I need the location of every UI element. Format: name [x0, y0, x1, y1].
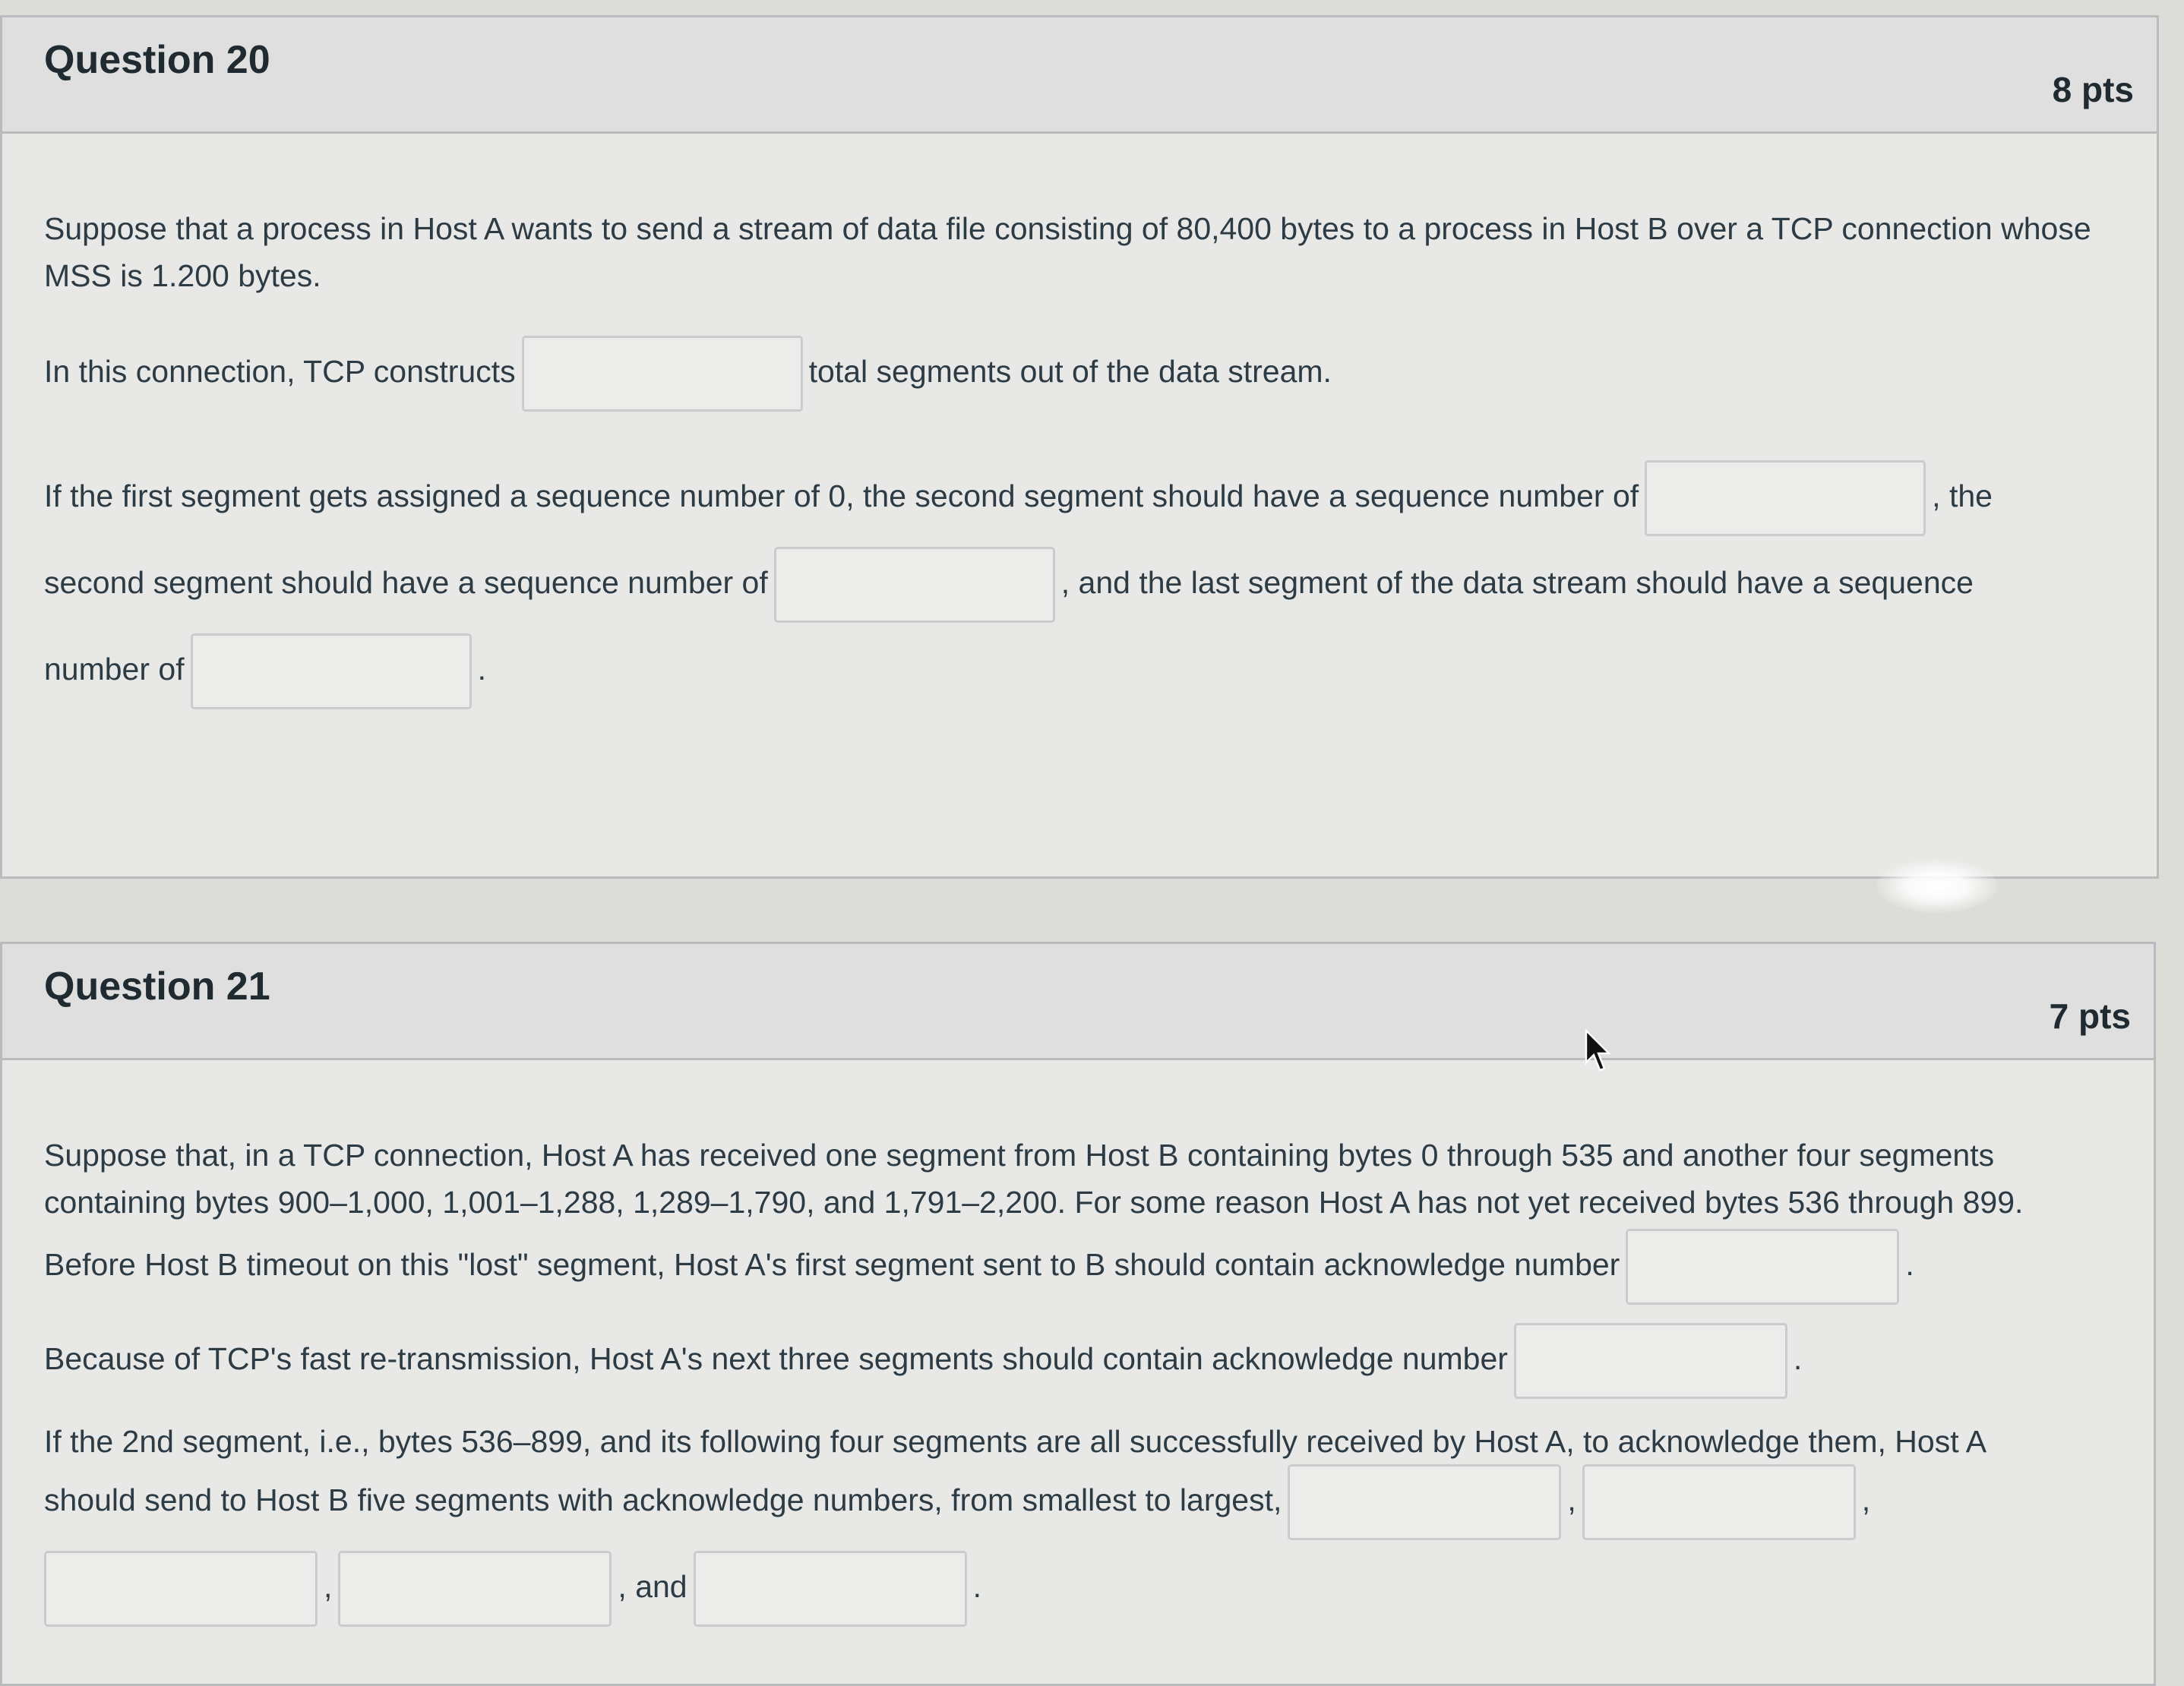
- separator-and: , and: [618, 1568, 687, 1604]
- question-21-line-1: [44, 1229, 2123, 1305]
- question-20-body: [2, 205, 2157, 709]
- mouse-cursor-icon: [1585, 1029, 1615, 1075]
- question-21-header: [2, 944, 2154, 1060]
- q21-ack-input-2[interactable]: [1582, 1464, 1856, 1540]
- q21-ack-input-4[interactable]: [338, 1551, 612, 1627]
- separator-comma: ,: [1567, 1482, 1576, 1517]
- question-21-line-3a: If the 2nd segment, i.e., bytes 536–899, and its following four segments are all successfully received by Host A, to acknowledge them, Host A: [44, 1424, 1987, 1459]
- question-20-points: 8 pts: [2052, 70, 2134, 109]
- question-20-line-3-text: second segment should have a sequence number of: [44, 564, 768, 600]
- q20-seq-number-input-1[interactable]: [1645, 460, 1926, 536]
- question-20-header: [2, 17, 2157, 134]
- question-20-line-2-suffix: , the: [1932, 478, 1993, 513]
- question-20-line-4: [44, 633, 2126, 709]
- q20-total-segments-input[interactable]: [522, 336, 803, 412]
- q21-ack-input-5[interactable]: [694, 1551, 967, 1627]
- question-21-card: [0, 942, 2156, 1686]
- question-21-body: [2, 1132, 2154, 1627]
- question-21-line-1-text: Before Host B timeout on this "lost" segment, Host A's first segment sent to B should contain acknowledge number: [44, 1246, 1620, 1282]
- q20-seq-number-input-2[interactable]: [774, 547, 1055, 623]
- question-21-line-2-suffix: .: [1793, 1340, 1803, 1376]
- question-20-line-2-text: If the first segment gets assigned a sequence number of 0, the second segment should have a sequence number of: [44, 478, 1639, 513]
- question-20-line-1-text: In this connection, TCP constructs: [44, 353, 516, 389]
- question-21-line-3b-text: should send to Host B five segments with acknowledge numbers, from smallest to largest,: [44, 1482, 1282, 1517]
- question-20-line-1-suffix: total segments out of the data stream.: [808, 353, 1332, 389]
- q20-last-seq-number-input[interactable]: [191, 633, 472, 709]
- question-20-line-4-suffix: .: [477, 651, 487, 687]
- question-21-title: Question 21: [44, 965, 270, 1009]
- question-20-title: Question 20: [44, 38, 270, 82]
- question-20-line-4-text: number of: [44, 651, 185, 687]
- question-20-line-3: [44, 547, 2126, 623]
- question-20-line-1: [44, 336, 2126, 412]
- question-21-line-4: [44, 1551, 2123, 1627]
- q21-ack-input-3[interactable]: [44, 1551, 318, 1627]
- question-20-card: [0, 15, 2159, 879]
- question-21-points: 7 pts: [2049, 996, 2131, 1036]
- q21-ack-input-1[interactable]: [1288, 1464, 1561, 1540]
- question-20-line-3-suffix: , and the last segment of the data stream should have a sequence: [1060, 564, 1974, 600]
- q21-first-ack-input[interactable]: [1626, 1229, 1899, 1305]
- separator-comma: ,: [324, 1568, 333, 1604]
- q21-fast-retransmit-ack-input[interactable]: [1514, 1323, 1787, 1399]
- question-21-line-2-text: Because of TCP's fast re-transmission, Host A's next three segments should contain acknowledge number: [44, 1340, 1508, 1376]
- separator-comma: ,: [1861, 1482, 1871, 1517]
- question-20-line-2: [44, 460, 2126, 536]
- question-21-line-3b: [44, 1464, 2123, 1540]
- end-period: .: [972, 1568, 982, 1604]
- question-20-intro: Suppose that a process in Host A wants to send a stream of data file consisting of 80,400 bytes to a process in Host B over a TCP connection whose MSS is 1.200 bytes.: [44, 211, 2091, 293]
- question-21-intro: Suppose that, in a TCP connection, Host A has received one segment from Host B containing bytes 0 through 535 and another four segments containing bytes 900–1,000, 1,001–1,288, 1,289–1,790, and 1,791–2,200. For some reason Host A has not yet received bytes 536 through 899.: [44, 1138, 2024, 1220]
- question-21-line-1-suffix: .: [1905, 1246, 1914, 1282]
- question-21-line-2: [44, 1323, 2123, 1399]
- screen-glare: [1876, 860, 1998, 913]
